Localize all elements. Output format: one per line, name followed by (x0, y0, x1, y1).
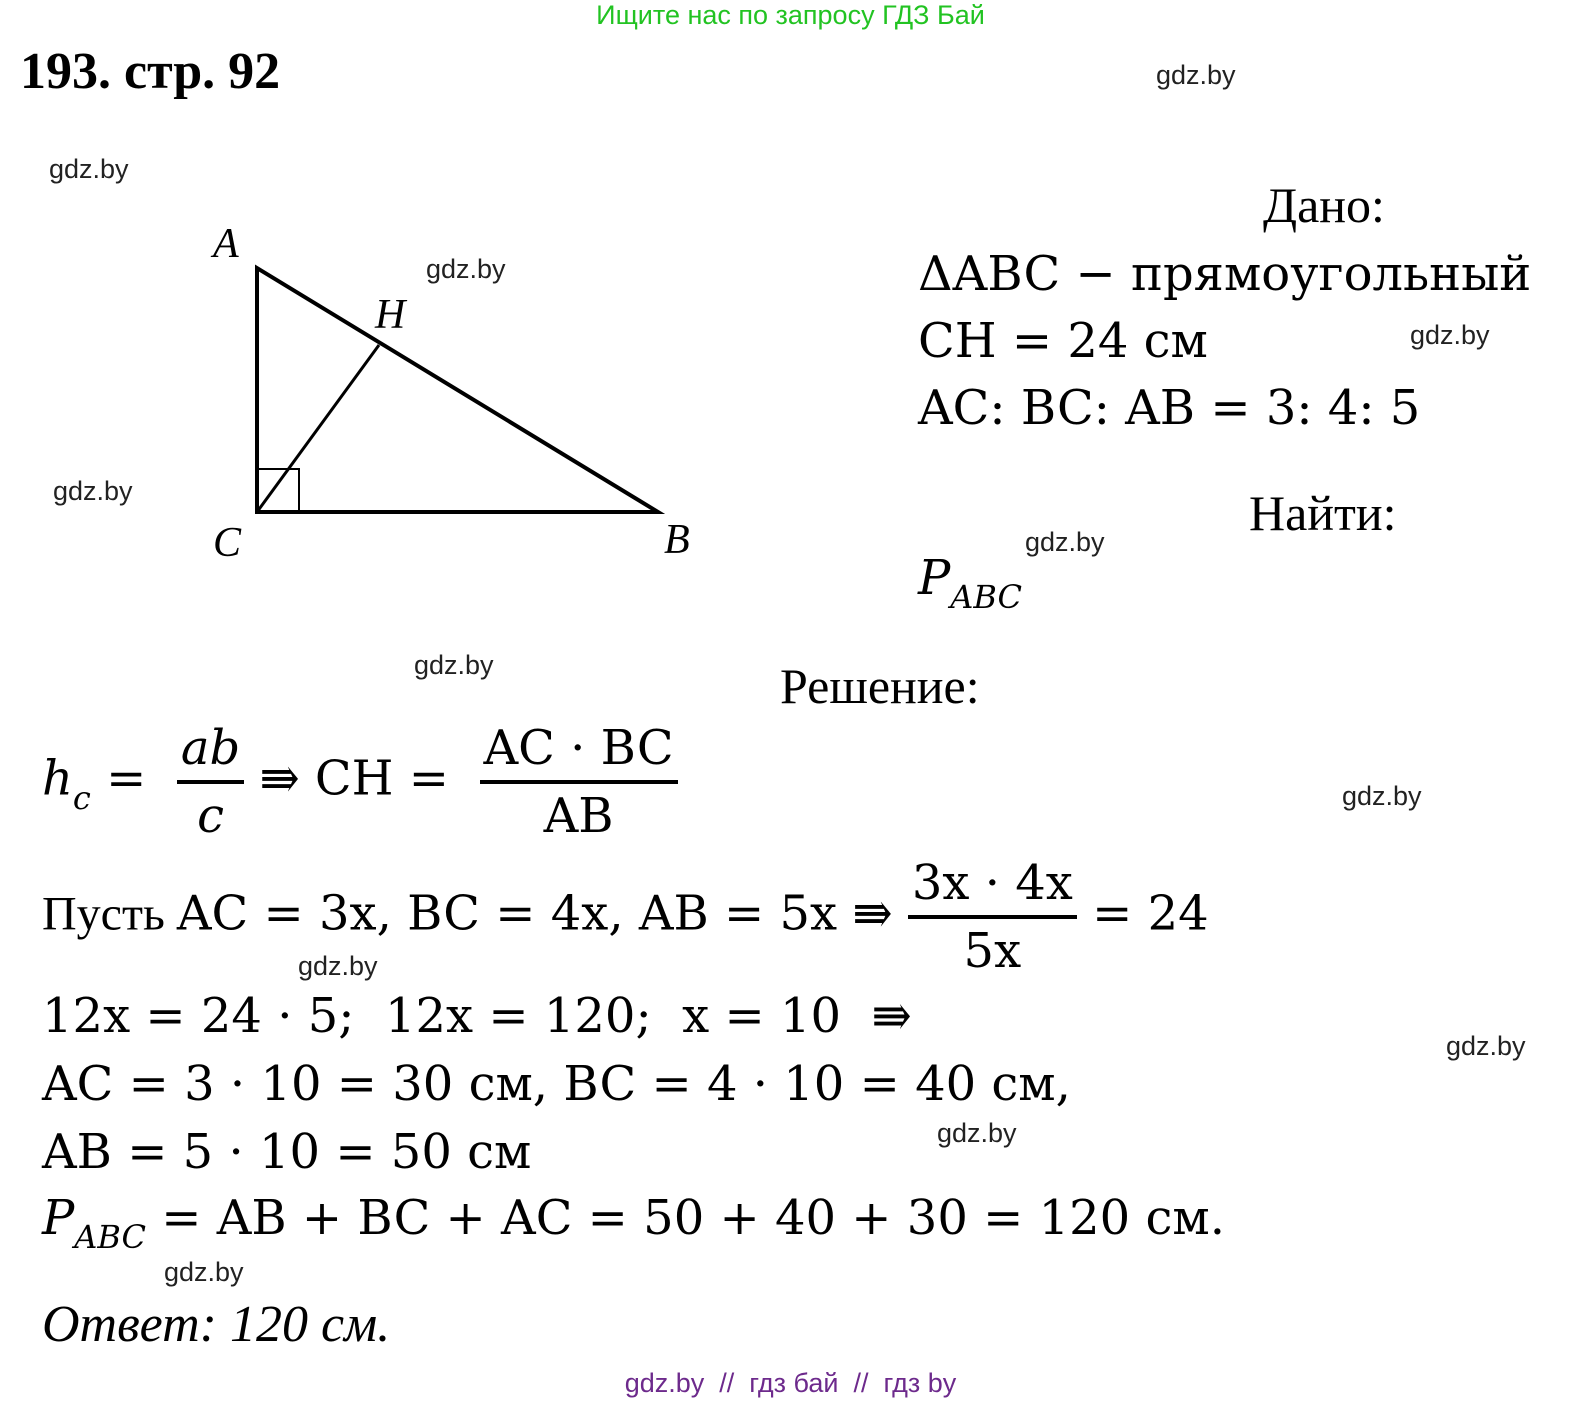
fraction-ac-bc-over-ab (480, 720, 678, 844)
find-target-subscript: ABC (950, 578, 1022, 616)
vertex-label-a: A (213, 221, 239, 267)
watermark: gdz.by (53, 476, 133, 506)
watermark: gdz.by (1446, 1031, 1526, 1061)
watermark: gdz.by (426, 254, 506, 284)
watermark: gdz.by (1025, 527, 1105, 557)
given-heading: Дано: (1263, 177, 1385, 233)
page-title: 193. стр. 92 (20, 43, 281, 100)
fraction-ab-over-c (177, 720, 244, 844)
solution-line-perimeter (42, 1190, 1225, 1256)
given-line-triangle: ΔABC − прямоугольный (918, 246, 1532, 302)
triangle-abc (257, 268, 658, 512)
fraction-denominator: 5x (963, 923, 1022, 979)
perimeter-subscript: ABC (74, 1218, 146, 1256)
vertex-label-b: B (664, 517, 690, 563)
solution-heading: Решение: (780, 658, 980, 714)
answer: Ответ: 120 см. (42, 1296, 391, 1353)
formula-equals: = (90, 750, 162, 807)
watermark: gdz.by (1342, 781, 1422, 811)
fraction-numerator: 3x · 4x (908, 855, 1077, 919)
watermark: gdz.by (937, 1118, 1017, 1148)
find-target (918, 550, 1022, 616)
formula-implies: ⇛ CH = (244, 750, 465, 807)
perimeter-expression: = AB + BC + AC = 50 + 40 + 30 = 120 см. (146, 1190, 1225, 1246)
let-result: = 24 (1076, 885, 1209, 942)
watermark: gdz.by (414, 650, 494, 680)
let-line (42, 855, 1209, 979)
vertex-label-c: C (213, 520, 242, 566)
given-line-ch: CH = 24 см (918, 313, 1208, 369)
fraction-numerator: AC · BC (480, 720, 678, 784)
vertex-label-h: H (375, 292, 406, 338)
fraction-denominator: AB (543, 788, 614, 844)
perimeter-letter: P (42, 1190, 75, 1246)
solution-line-ac-bc: AC = 3 · 10 = 30 см, BC = 4 · 10 = 40 см, (42, 1056, 1071, 1112)
fraction-3x4x-over-5x (908, 855, 1077, 979)
solution-line-ab: AB = 5 · 10 = 50 см (42, 1124, 532, 1180)
watermark: gdz.by (1156, 60, 1236, 90)
fraction-denominator: c (197, 788, 224, 844)
solution-line-x: 12x = 24 · 5; 12x = 120; x = 10 ⇛ (42, 988, 912, 1044)
altitude-ch (257, 345, 379, 512)
watermark: gdz.by (49, 154, 129, 184)
footer-links[interactable]: gdz.by // гдз бай // гдз by (624, 1368, 957, 1398)
find-target-letter: P (918, 550, 951, 606)
formula-h: h (42, 750, 73, 807)
watermark: gdz.by (164, 1257, 244, 1287)
find-heading: Найти: (1249, 485, 1397, 541)
fraction-numerator: ab (177, 720, 244, 784)
given-line-ratio: AC: BC: AB = 3: 4: 5 (918, 380, 1421, 436)
watermark: gdz.by (1410, 320, 1490, 350)
top-banner[interactable]: Ищите нас по запросу ГДЗ Бай (596, 0, 985, 30)
triangle-figure (0, 0, 760, 600)
let-prefix: Пусть (42, 887, 177, 941)
altitude-formula (42, 720, 678, 844)
watermark: gdz.by (298, 951, 378, 981)
formula-h-subscript: c (72, 778, 91, 817)
let-assignments: AC = 3x, BC = 4x, AB = 5x ⇛ (176, 885, 908, 942)
